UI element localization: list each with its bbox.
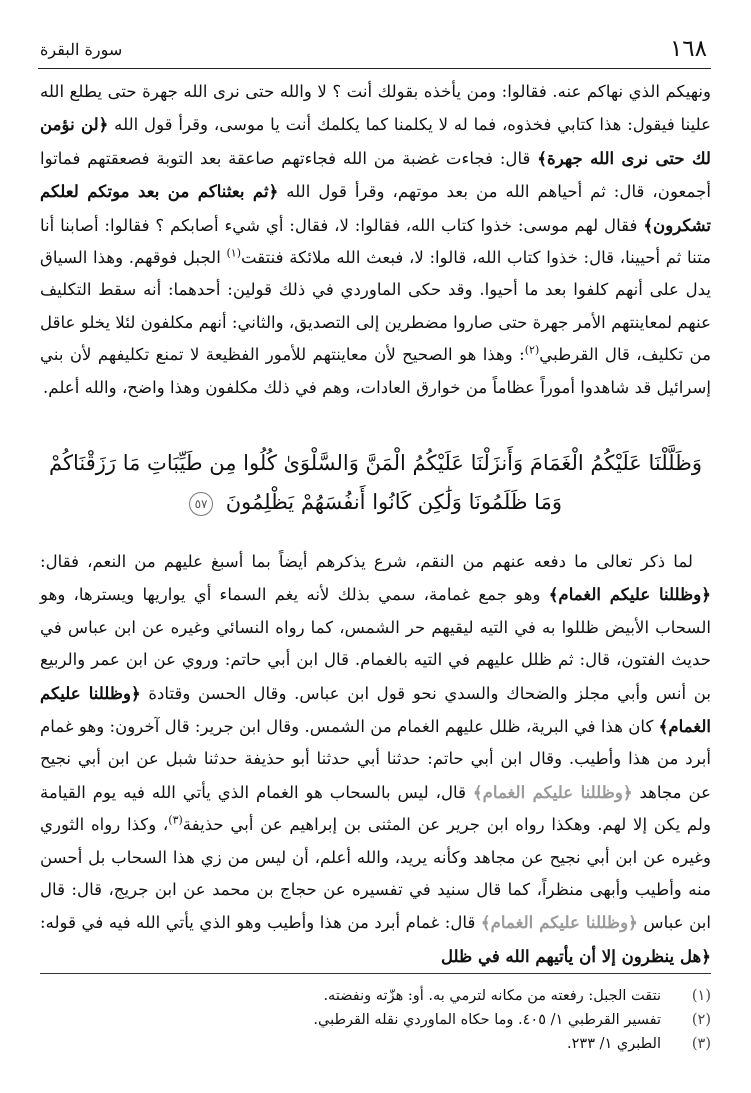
footnote-text: نتقت الجبل: رفعته من مكانه لترمي به. أو: هزّته ونفضته.	[323, 988, 661, 1004]
quran-quote: ﴿وظللنا عليكم الغمام﴾	[548, 584, 711, 605]
quran-quote: ﴿وظللنا عليكم الغمام﴾	[480, 912, 638, 933]
text-run: كان هذا في البرية، ظلل عليهم الغمام من الشمس. وقال ابن جرير: قال آخرون: وهو غمام أبرد من هذا وأطيب. وقال ابن أبي حاتم: حدثنا أبي حدثنا أبو حذيفة حدثنا شبل عن ابن أبي نجيح عن مجاهد	[40, 717, 711, 802]
text-run: ونهيكم الذي نهاكم عنه. فقالوا: ومن يأخذه بقولك أنت ؟ لا والله حتى نرى الله جهرة حتى يطلع الله علينا فيقول: هذا كتابي فخذوه، فما له لا يكلمنا كما يكلمك أنت يا موسى، وقرأ قول الله	[40, 82, 711, 135]
commentary-paragraph-2	[40, 546, 711, 973]
footnote-text: الطبري ١/ ٢٣٣.	[567, 1036, 661, 1052]
footnote	[40, 984, 711, 1008]
text-run: : وهذا هو الصحيح لأن معاينتهم للأمور الفظيعة لا تمنع تكليفهم لأن بني إسرائيل قد شاهدوا أموراً عظاماً من خوارق العادات، وهم في ذلك مكلفون وهذا واضح، والله أعلم.	[40, 345, 711, 397]
verse-number-marker: ٥٧	[189, 492, 213, 516]
quran-quote: ﴿لن نؤمن لك حتى نرى الله جهرة﴾	[40, 114, 711, 168]
commentary-paragraph-1	[40, 76, 711, 404]
verse-text: وَظَلَّلْنَا عَلَيْكُمُ الْغَمَامَ وَأَنزَلْنَا عَلَيْكُمُ الْمَنَّ وَالسَّلْوَىٰ كُلُوا مِن طَيِّبَاتِ مَا رَزَقْنَاكُمْ وَمَا ظَلَمُونَا وَلَٰكِن كَانُوا أَنفُسَهُمْ يَظْلِمُونَ	[49, 451, 702, 514]
quran-quote: ﴿وظللنا عليكم الغمام﴾	[40, 682, 711, 737]
quran-quote: ﴿وظللنا عليكم الغمام﴾	[472, 781, 633, 802]
footnote-text: تفسير القرطبي ١/ ٤٠٥. وما حكاه الماوردي نقله القرطبي.	[313, 1012, 661, 1028]
text-run: فقال لهم موسى: خذوا كتاب الله، فقالوا: لا، فقال: أي شيء أصابكم ؟ فقالوا: أصابنا أنا متنا ثم أحيينا، قال: خذوا كتاب الله، قالوا: لا، فبعث الله ملائكة فنتقت	[40, 215, 711, 268]
footnote-reference[interactable]: (٣)	[168, 813, 183, 827]
text-run: الجبل فوقهم. وهذا السياق يدل على أنهم كلفوا بعد ما أحيوا. وقد حكى الماوردي في ذلك قولين: أحدهما: أنه سقط التكليف عنهم لمعاينتهم الأمر جهرة حتى صاروا مضطرين إلى التصديق، والثاني: أنهم مكلفون لئلا يخلو عاقل من تكليف، قال القرطبي	[40, 248, 711, 365]
footnote-marker: (٢)	[691, 1012, 711, 1028]
quran-quote: ﴿هل ينظرون إلا أن يأتيهم الله في ظلل	[440, 945, 711, 966]
page-header	[38, 32, 711, 69]
text-run: ، وكذا رواه الثوري وغيره عن ابن أبي نجيح عن مجاهد وكأنه يريد، والله أعلم، أن ليس من زي هذا السحاب بل أحسن منه وأطيب وأبهى منظراً، كما قال سنيد في تفسيره عن حجاج بن محمد عن ابن جريج، قال: قال ابن عباس	[40, 815, 711, 933]
text-run: قال، ليس بالسحاب هو الغمام الذي يأتي الله فيه يوم القيامة ولم يكن إلا لهم. وهكذا رواه ابن جرير عن المثنى بن إبراهيم عن أبي حذيفة	[40, 782, 712, 835]
quran-quote: ﴿ثم بعثناكم من بعد موتكم لعلكم تشكرون﴾	[40, 181, 711, 235]
text-run: وهو جمع غمامة، سمي بذلك لأنه يغم السماء أي يواريها ويسترها، وهو السحاب الأبيض ظللوا به في التيه ليقيهم حر الشمس، كما رواه النسائي وغيره عن ابن عباس في حديث الفتون، قال: ثم ظلل عليهم في التيه بالغمام. قال ابن أبي حاتم: وروي عن ابن عمر والربيع بن أنس وأبي مجلز والضحاك والسدي نحو قول ابن عباس. وقال الحسن وقتادة	[40, 585, 711, 703]
footnote-marker: (٣)	[691, 1036, 711, 1052]
surah-title: سورة البقرة	[40, 40, 123, 59]
page-number: ١٦٨	[669, 36, 707, 62]
footnote-reference[interactable]: (٢)	[524, 343, 540, 357]
text-run: قال: فجاءت غضبة من الله فجاءتهم صاعقة بعد التوبة فصعقتهم فماتوا أجمعون، قال: ثم أحياهم الله من بعد موتهم، وقرأ قول الله	[40, 148, 711, 202]
text-run: قال: غمام أبرد من هذا وأطيب وهو الذي يأتي الله فيه في قوله:	[40, 913, 481, 933]
footnote-reference[interactable]: (١)	[226, 246, 241, 260]
footnotes-section	[40, 973, 711, 1056]
footnote-marker: (١)	[691, 988, 711, 1004]
footnote	[40, 1032, 711, 1056]
footnote	[40, 1008, 711, 1032]
quran-verse	[36, 444, 715, 522]
text-run: لما ذكر تعالى ما دفعه عنهم من النقم، شرع يذكرهم أيضاً بما أسبغ عليهم من النعم، فقال:	[40, 552, 693, 571]
